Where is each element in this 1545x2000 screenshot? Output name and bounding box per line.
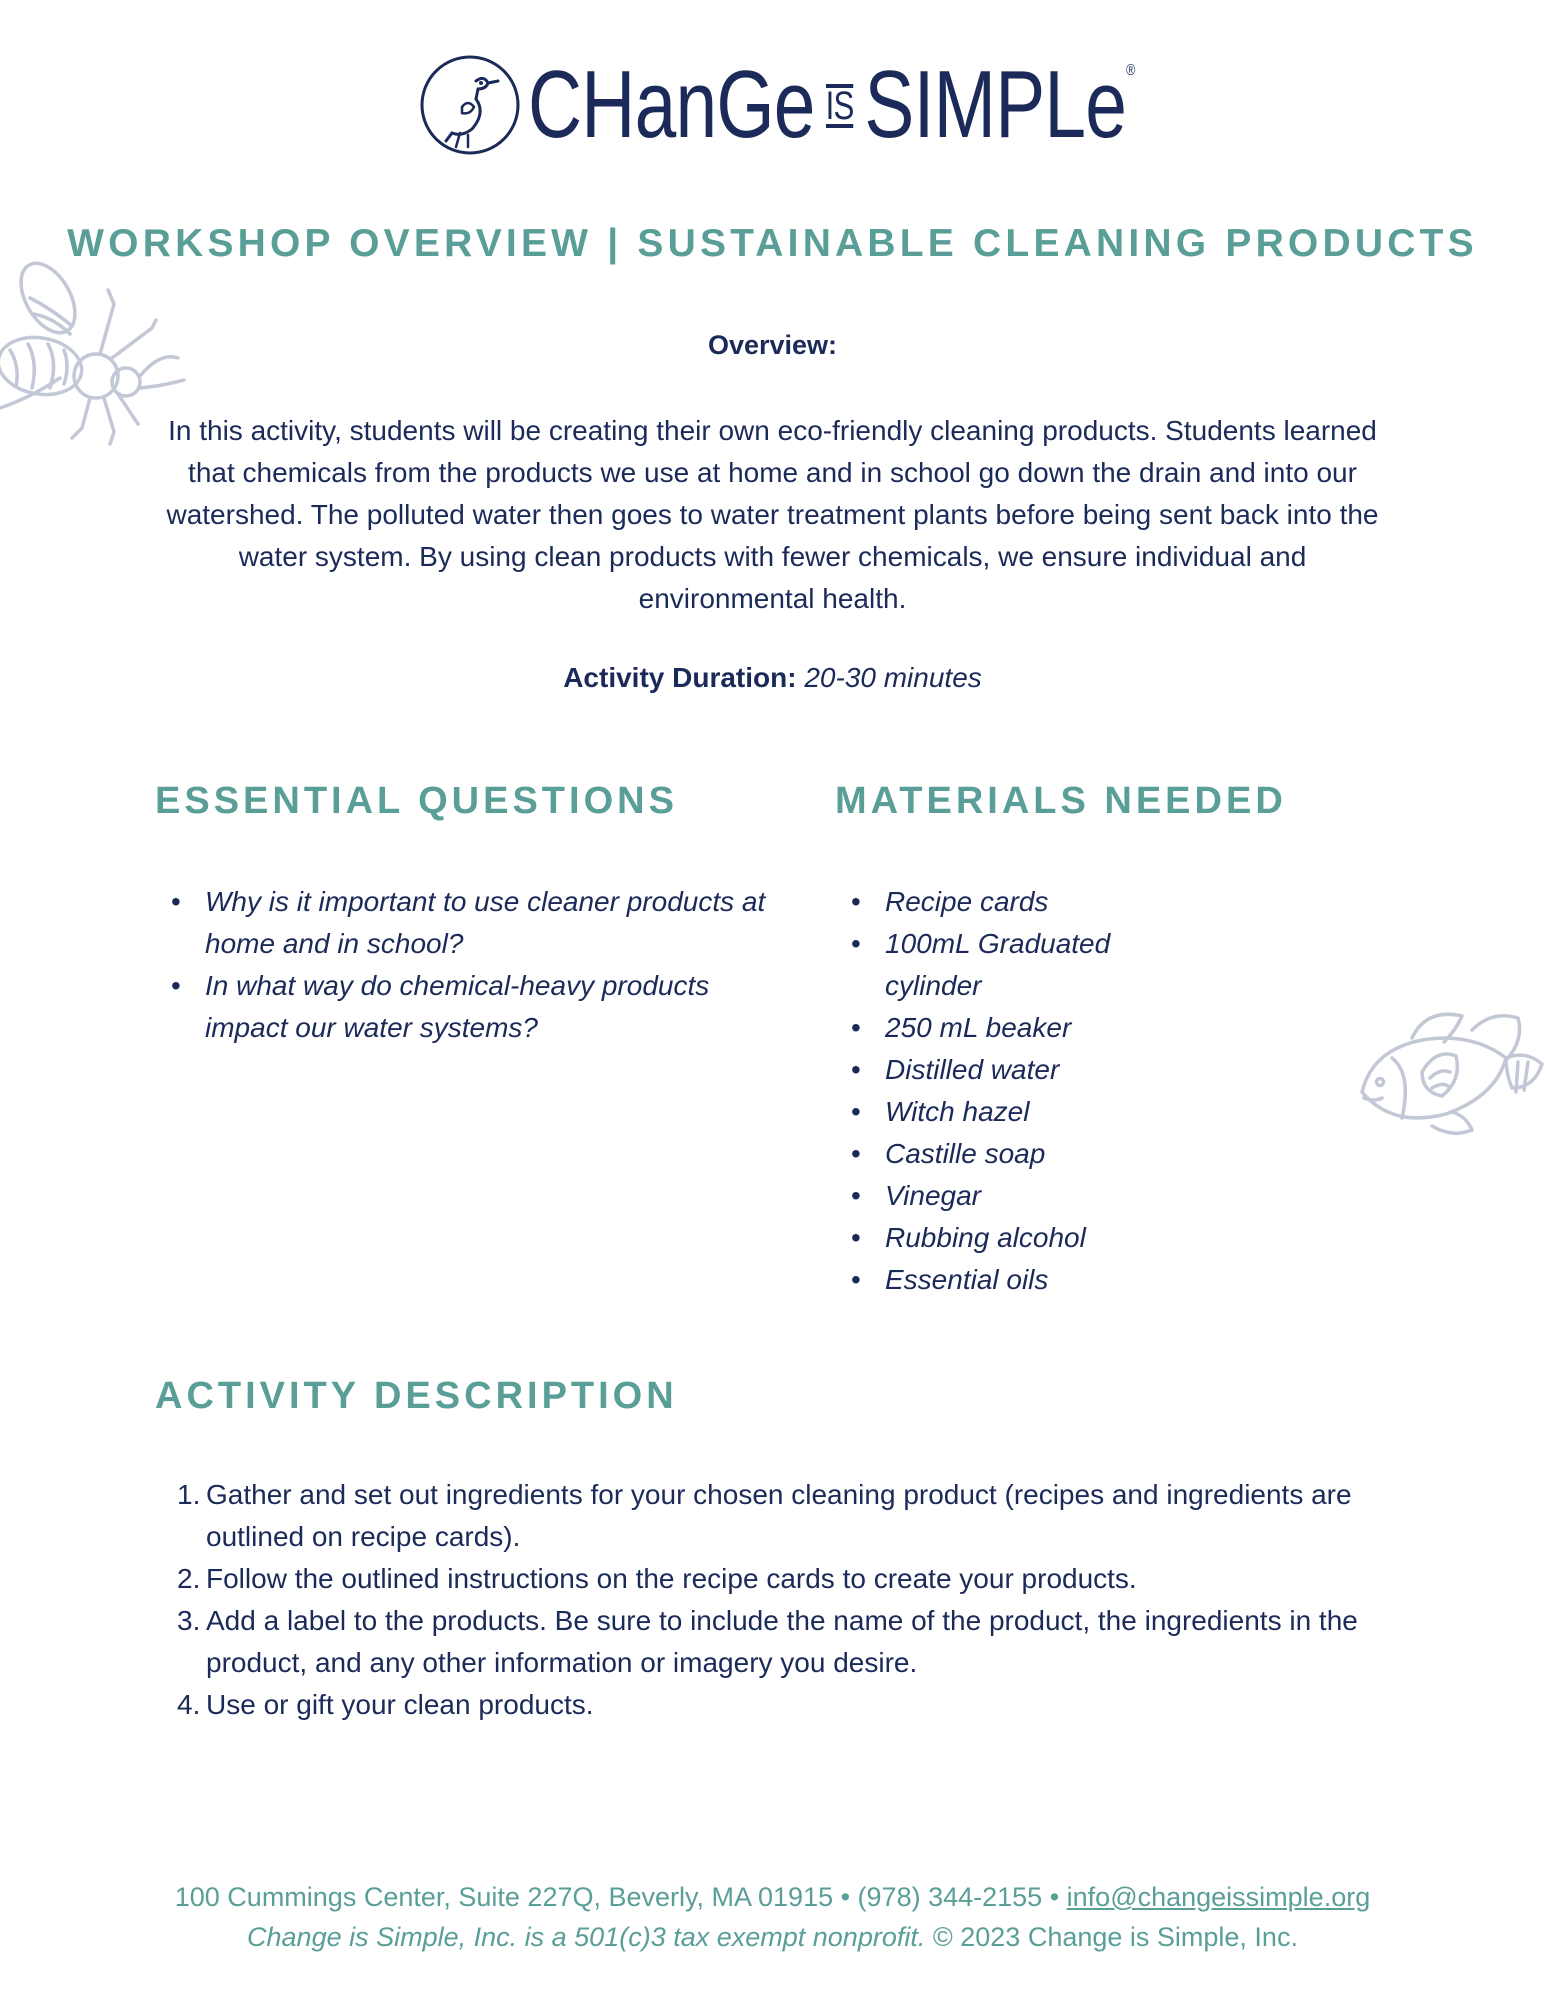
essential-questions-heading: ESSENTIAL QUESTIONS	[155, 780, 678, 822]
step-text: Use or gift your clean products.	[206, 1689, 594, 1720]
footer-email-link[interactable]: info@changeissimple.org	[1066, 1882, 1371, 1912]
footer-contact	[0, 1882, 1545, 1913]
step-number: 1.	[177, 1479, 201, 1510]
list-item	[155, 1558, 1385, 1600]
footer-address: 100 Cummings Center, Suite 227Q, Beverly, MA 01915 • (978) 344-2155 •	[174, 1882, 1067, 1912]
logo-wordmark: CHanGe IS SIMPLe®	[528, 51, 1135, 158]
overview-paragraph: In this activity, students will be creating their own eco-friendly cleaning products. Students learned that chemicals from the products we use at home and in school go down the drain and into our watershed. The polluted water then goes to water treatment plants before being sent back into the water system. By using clean products with fewer chemicals, we ensure individual and environmental health.	[166, 415, 1379, 614]
overview-label: Overview:	[707, 330, 838, 360]
essential-questions-list	[155, 881, 775, 1049]
logo	[418, 50, 1306, 160]
materials-list	[835, 881, 1135, 1301]
step-number: 2.	[177, 1563, 201, 1594]
list-item: • Distilled water	[835, 1049, 1135, 1091]
step-number: 4.	[177, 1689, 201, 1720]
list-item	[155, 1684, 1385, 1726]
list-item: • 100mL Graduated cylinder	[835, 923, 1135, 1007]
activity-description-heading: ACTIVITY DESCRIPTION	[155, 1375, 678, 1417]
step-text: Add a label to the products. Be sure to include the name of the product, the ingredients in the product, and any other information or imagery you desire.	[206, 1605, 1358, 1678]
footer-copyright: © 2023 Change is Simple, Inc.	[925, 1922, 1298, 1952]
fish-illustration-icon	[1352, 1002, 1545, 1142]
step-text: Follow the outlined instructions on the recipe cards to create your products.	[206, 1563, 1137, 1594]
list-item: • Why is it important to use cleaner products at home and in school?	[155, 881, 775, 965]
bird-logo-icon	[418, 53, 522, 157]
list-item: • Rubbing alcohol	[835, 1217, 1135, 1259]
materials-heading: MATERIALS NEEDED	[835, 780, 1287, 822]
list-item: • In what way do chemical-heavy products impact our water systems?	[155, 965, 775, 1049]
list-item: • Recipe cards	[835, 881, 1135, 923]
footer-nonprofit: Change is Simple, Inc. is a 501(c)3 tax exempt nonprofit.	[247, 1922, 926, 1952]
list-item: • Vinegar	[835, 1175, 1135, 1217]
list-item	[155, 1600, 1385, 1684]
step-number: 3.	[177, 1605, 201, 1636]
activity-duration	[0, 662, 1545, 694]
list-item: • Castille soap	[835, 1133, 1135, 1175]
duration-label: Activity Duration:	[563, 662, 797, 693]
list-item: • Essential oils	[835, 1259, 1135, 1301]
activity-steps-list	[155, 1474, 1385, 1726]
list-item: • Witch hazel	[835, 1091, 1135, 1133]
step-text: Gather and set out ingredients for your chosen cleaning product (recipes and ingredients are outlined on recipe cards).	[206, 1479, 1352, 1552]
page-title: WORKSHOP OVERVIEW | SUSTAINABLE CLEANING PRODUCTS	[67, 222, 1478, 265]
footer-legal	[0, 1922, 1545, 1953]
list-item	[155, 1474, 1385, 1558]
list-item: • 250 mL beaker	[835, 1007, 1135, 1049]
duration-value: 20-30 minutes	[804, 662, 982, 693]
